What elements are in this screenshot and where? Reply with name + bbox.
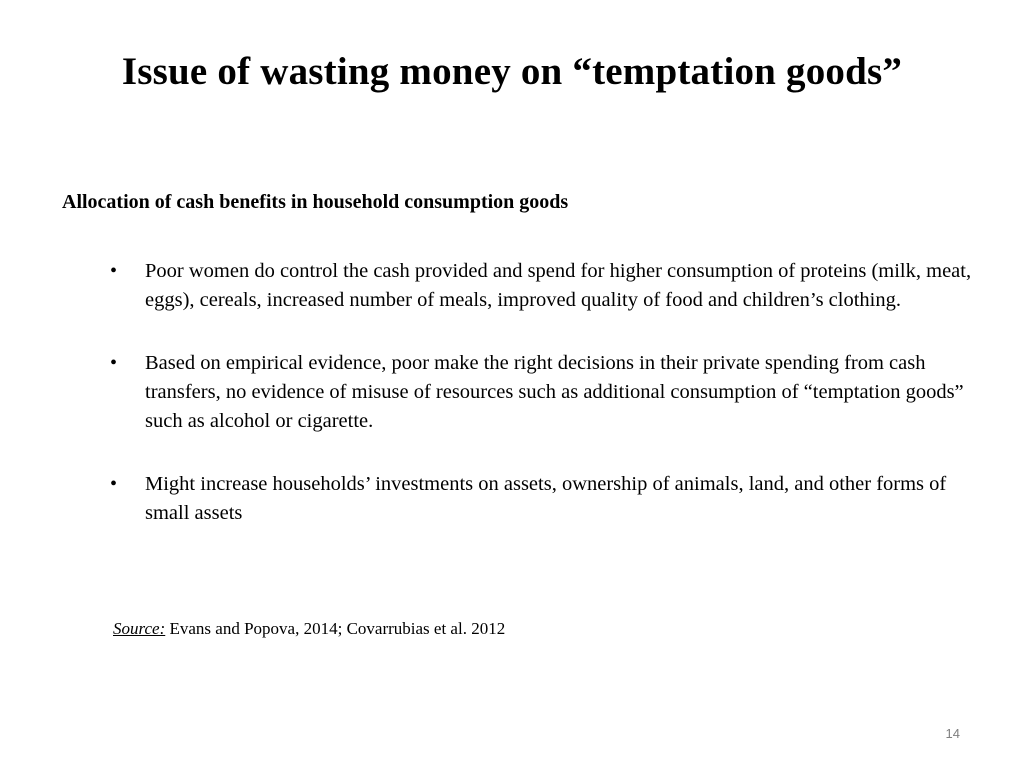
slide-title: Issue of wasting money on “temptation goods”	[121, 50, 903, 93]
slide-subtitle: Allocation of cash benefits in household consumption goods	[62, 191, 569, 213]
bullet-icon: •	[110, 352, 118, 374]
bullet-text: Might increase households’ investments on assets, ownership of animals, land, and other forms of small assets	[145, 473, 947, 524]
page-number: 14	[945, 726, 960, 741]
bullet-text: Based on empirical evidence, poor make the right decisions in their private spending from cash transfers, no evidence of misuse of resources such as additional consumption of “temptation goods” such as alcohol or cigarette.	[145, 352, 964, 432]
bullet-text: Poor women do control the cash provided and spend for higher consumption of proteins (milk, meat, eggs), cereals, increased number of meals, improved quality of food and children’s clothing.	[145, 260, 972, 311]
bullet-list	[110, 257, 980, 562]
bullet-item	[110, 257, 980, 315]
bullet-item	[110, 349, 980, 436]
bullet-icon: •	[110, 473, 118, 495]
source-citation	[113, 617, 505, 641]
bullet-icon: •	[110, 260, 118, 282]
bullet-item	[110, 470, 980, 528]
source-text: Evans and Popova, 2014; Covarrubias et al. 2012	[165, 619, 506, 638]
source-label: Source:	[113, 619, 166, 638]
